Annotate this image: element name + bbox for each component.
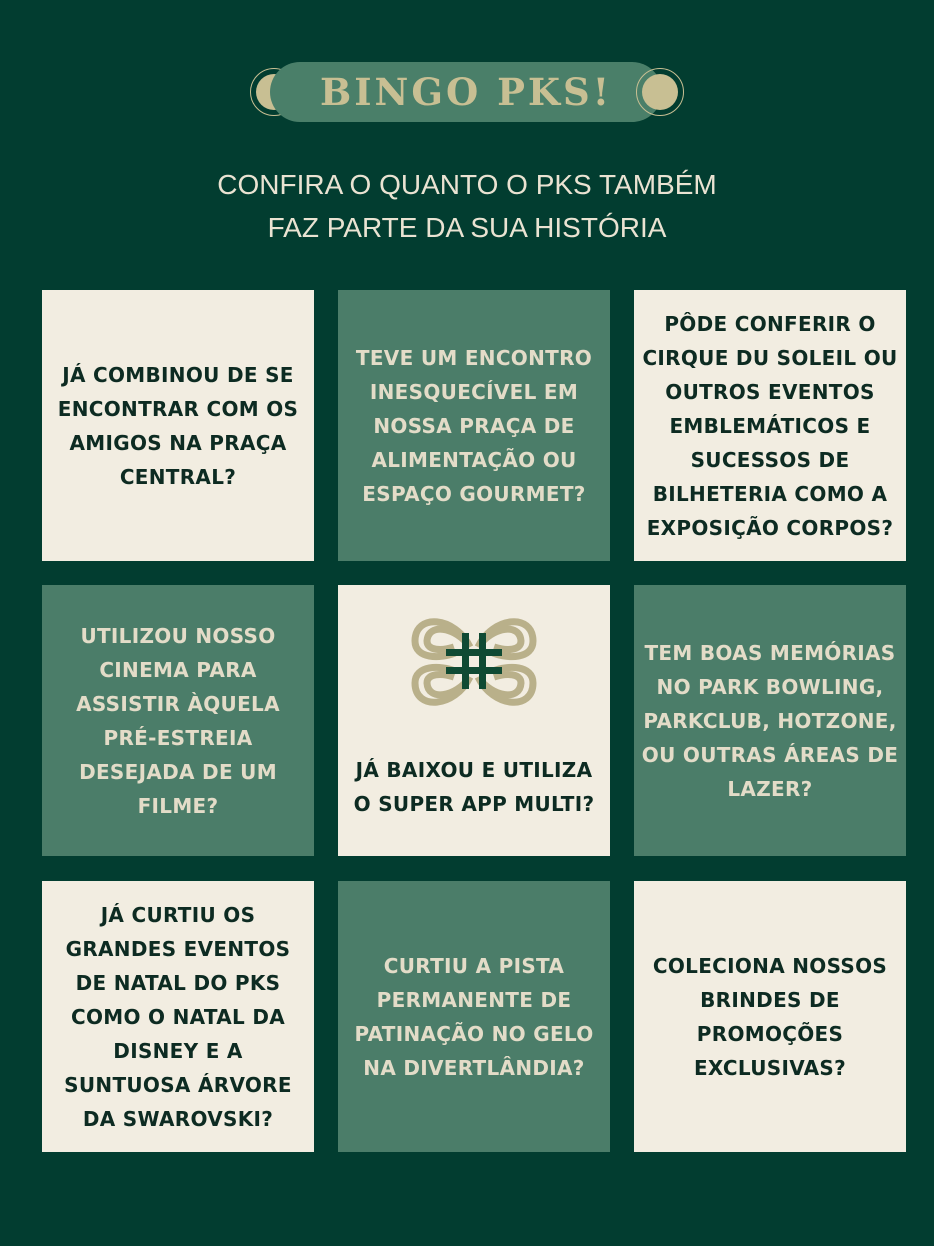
card-text: TEM BOAS MEMÓRIAS NO PARK BOWLING, PARKCLUB, HOTZONE, OU OUTRAS ÁREAS DE LAZER? <box>641 640 899 801</box>
bingo-card-areas-de-lazer <box>634 585 906 856</box>
bingo-card-eventos-natal <box>42 881 314 1152</box>
bingo-card-patinacao-no-gelo <box>338 881 610 1152</box>
pks-logo-icon <box>410 601 538 723</box>
card-text: JÁ CURTIU OS GRANDES EVENTOS DE NATAL DO PKS COMO O NATAL DA DISNEY E A SUNTUOSA ÁRVORE DA SWAROVSKI? <box>64 902 292 1131</box>
title-banner <box>270 62 662 122</box>
bingo-card-praca-central <box>42 290 314 561</box>
subtitle <box>0 163 934 249</box>
card-text: COLECIONA NOSSOS BRINDES DE PROMOÇÕES EXCLUSIVAS? <box>652 953 888 1080</box>
right-circle-ornament-icon <box>636 68 684 116</box>
page-title: BINGO PKS! <box>319 70 613 114</box>
card-text: JÁ COMBINOU DE SE ENCONTRAR COM OS AMIGOS NA PRAÇA CENTRAL? <box>57 362 299 489</box>
card-text: PÔDE CONFERIR O CIRQUE DU SOLEIL OU OUTROS EVENTOS EMBLEMÁTICOS E SUCESSOS DE BILHETERIA COMO A EXPOSIÇÃO CORPOS? <box>642 311 898 540</box>
bingo-card-brindes <box>634 881 906 1152</box>
card-text: CURTIU A PISTA PERMANENTE DE PATINAÇÃO NO GELO NA DIVERTLÂNDIA? <box>354 953 594 1080</box>
subtitle-line-1: CONFIRA O QUANTO O PKS TAMBÉM <box>217 169 717 200</box>
bingo-card-super-app-multi <box>338 585 610 856</box>
card-text: UTILIZOU NOSSO CINEMA PARA ASSISTIR ÀQUELA PRÉ-ESTREIA DESEJADA DE UM FILME? <box>76 623 280 818</box>
bingo-card-cirque-du-soleil <box>634 290 906 561</box>
card-text: TEVE UM ENCONTRO INESQUECÍVEL EM NOSSA PRAÇA DE ALIMENTAÇÃO OU ESPAÇO GOURMET? <box>355 345 593 506</box>
bingo-card-praca-alimentacao <box>338 290 610 561</box>
subtitle-line-2: FAZ PARTE DA SUA HISTÓRIA <box>267 212 667 243</box>
bingo-card-cinema <box>42 585 314 856</box>
card-text: JÁ BAIXOU E UTILIZA O SUPER APP MULTI? <box>353 758 595 816</box>
